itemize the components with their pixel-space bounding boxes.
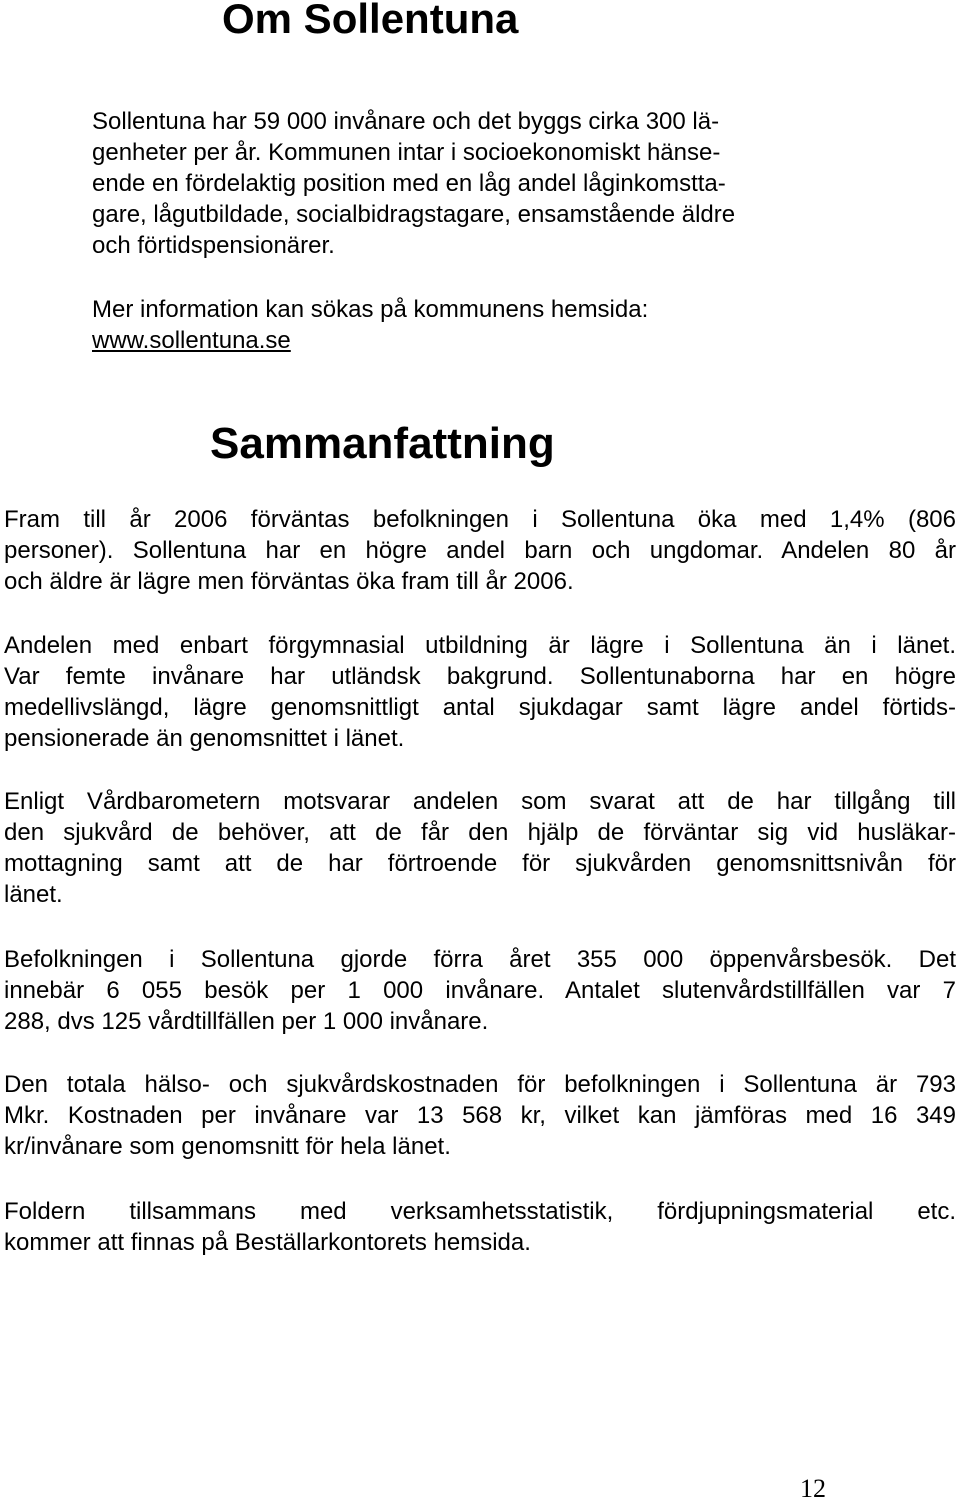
paragraph-population	[4, 504, 956, 597]
text-line: personer). Sollentuna har en högre andel barn och ungdomar. Andelen 80 år	[4, 537, 956, 564]
text-line: Befolkningen i Sollentuna gjorde förra året 355 000 öppenvårsbesök. Det	[4, 946, 956, 973]
text-line: gare, lågutbildade, socialbidragstagare, ensamstående äldre	[92, 201, 736, 228]
paragraph-costs	[4, 1069, 956, 1162]
text-line: och förtidspensionärer.	[92, 232, 335, 259]
text-line: Sollentuna har 59 000 invånare och det byggs cirka 300 lä-	[92, 108, 720, 135]
paragraph-vardbarometern	[4, 786, 956, 910]
text-line: Mkr. Kostnaden per invånare var 13 568 kr, vilket kan jämföras med 16 349	[4, 1102, 956, 1129]
text-line: Andelen med enbart förgymnasial utbildning är lägre i Sollentuna än i länet.	[4, 632, 956, 659]
text-line: medellivslängd, lägre genomsnittligt antal sjukdagar samt lägre andel förtids-	[4, 694, 956, 721]
paragraph-visits	[4, 944, 956, 1037]
text-line: Enligt Vårdbarometern motsvarar andelen som svarat att de har tillgång till	[4, 788, 956, 815]
intro-paragraph	[92, 106, 852, 261]
text-line: Foldern tillsammans med verksamhetsstatistik, fördjupningsmaterial etc.	[4, 1198, 956, 1225]
text-line: pensionerade än genomsnittet i länet.	[4, 725, 405, 752]
text-line: genheter per år. Kommunen intar i socioekonomiskt hänse-	[92, 139, 721, 166]
text-line: kommer att finnas på Beställarkontorets hemsida.	[4, 1229, 531, 1256]
more-info-text: Mer information kan sökas på kommunens hemsida:	[92, 296, 649, 323]
page-title: Om Sollentuna	[222, 0, 519, 42]
website-link[interactable]: www.sollentuna.se	[92, 327, 291, 354]
text-line: 288, dvs 125 vårdtillfällen per 1 000 invånare.	[4, 1008, 489, 1035]
text-line: och äldre är lägre men förväntas öka fram till år 2006.	[4, 568, 574, 595]
paragraph-folder	[4, 1196, 956, 1258]
page-number: 12	[800, 1474, 826, 1503]
paragraph-education	[4, 630, 956, 754]
text-line: den sjukvård de behöver, att de får den hjälp de förväntar sig vid husläkar-	[4, 819, 956, 846]
text-line: kr/invånare som genomsnitt för hela länet.	[4, 1133, 451, 1160]
text-line: innebär 6 055 besök per 1 000 invånare. Antalet slutenvårdstillfällen var 7	[4, 977, 956, 1004]
more-info	[92, 294, 852, 356]
text-line: Fram till år 2006 förväntas befolkningen i Sollentuna öka med 1,4% (806	[4, 506, 956, 533]
summary-heading: Sammanfattning	[210, 419, 555, 468]
text-line: Var femte invånare har utländsk bakgrund. Sollentunaborna har en högre	[4, 663, 956, 690]
text-line: Den totala hälso- och sjukvårdskostnaden för befolkningen i Sollentuna är 793	[4, 1071, 956, 1098]
text-line: ende en fördelaktig position med en låg andel låginkomstta-	[92, 170, 726, 197]
text-line: mottagning samt att de har förtroende för sjukvården genomsnittsnivån för	[4, 850, 956, 877]
text-line: länet.	[4, 881, 63, 908]
